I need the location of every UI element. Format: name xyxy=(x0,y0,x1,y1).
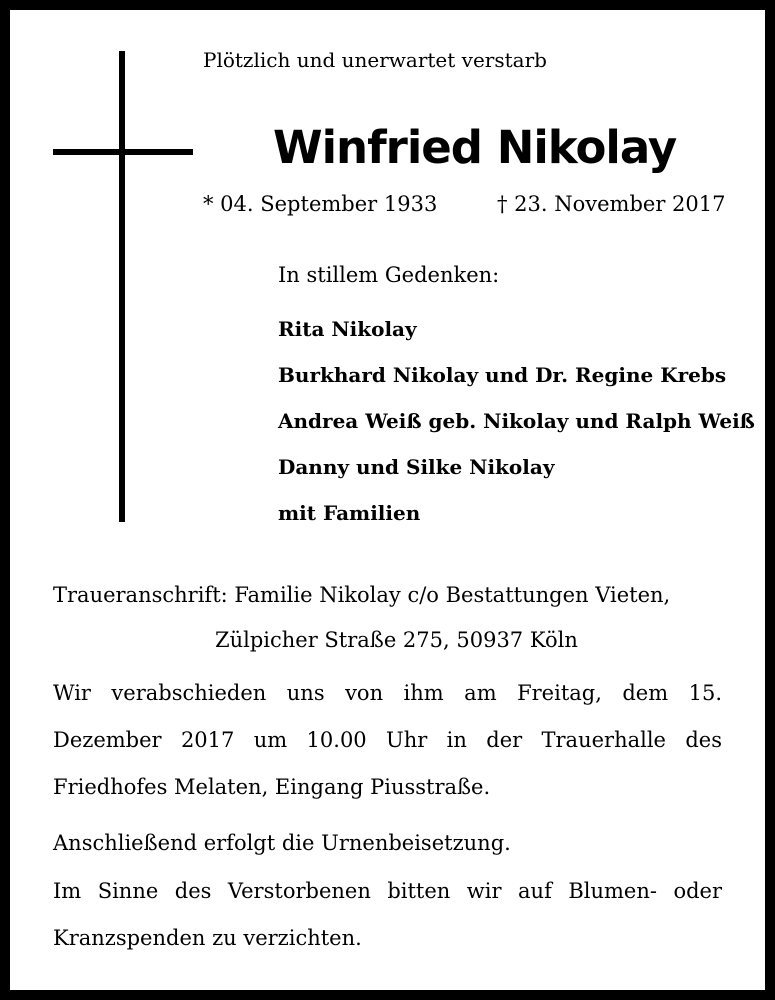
farewell-paragraph: Wir verabschieden uns von ihm am Freitag, dem 15. Dezember 2017 um 10.00 Uhr in der Trauerhalle des Friedhofes Melaten, Eingang Piusstraße. xyxy=(53,681,722,799)
mourner-item: Danny und Silke Nikolay xyxy=(278,455,555,479)
request-paragraph: Im Sinne des Verstorbenen bitten wir auf Blumen- oder Kranzspenden zu verzichten. xyxy=(53,879,722,950)
memory-heading: In stillem Gedenken: xyxy=(278,263,500,287)
intro-text: Plötzlich und unerwartet verstarb xyxy=(203,48,547,72)
birth-date: * 04. September 1933 xyxy=(203,192,438,216)
mourner-item: mit Familien xyxy=(278,501,421,525)
mourners-list xyxy=(278,317,755,547)
cross-icon-vertical-bar xyxy=(119,51,125,522)
mourner-item: Rita Nikolay xyxy=(278,317,417,341)
death-date: † 23. November 2017 xyxy=(497,192,726,216)
burial-paragraph: Anschließend erfolgt die Urnenbeisetzung. xyxy=(53,831,511,855)
address-line-1: Traueranschrift: Familie Nikolay c/o Bestattungen Vieten, xyxy=(53,583,671,607)
mourner-item: Andrea Weiß geb. Nikolay und Ralph Weiß xyxy=(278,409,755,433)
address-line-2: Zülpicher Straße 275, 50937 Köln xyxy=(215,628,578,652)
mourner-item: Burkhard Nikolay und Dr. Regine Krebs xyxy=(278,363,727,387)
deceased-name: Winfried Nikolay xyxy=(273,121,677,174)
cross-icon-horizontal-bar xyxy=(53,149,193,155)
